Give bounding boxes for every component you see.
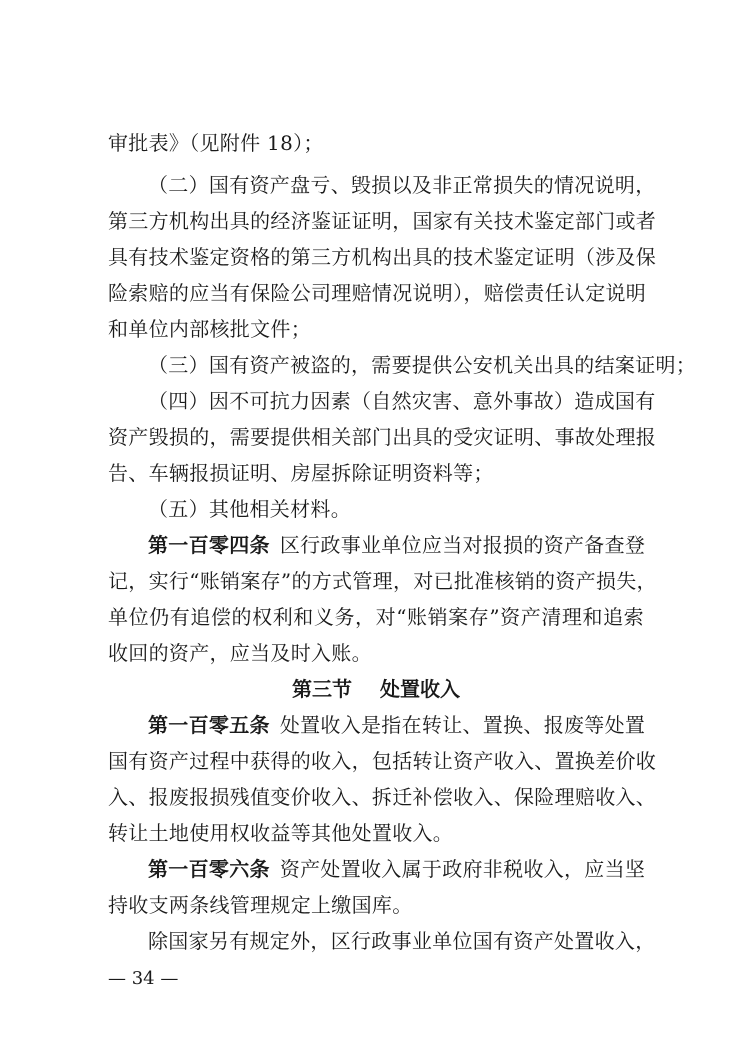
article-text: 处置收入是指在转让、置换、报废等处置 — [279, 713, 646, 737]
paragraph-line: 记，实行“账销案存”的方式管理，对已批准核销的资产损失， — [108, 569, 657, 593]
paragraph-line: 和单位内部核批文件； — [108, 317, 311, 341]
paragraph-line: （二）国有资产盘亏、毁损以及非正常损失的情况说明， — [148, 173, 656, 197]
page-number: — 34 — — [108, 968, 179, 989]
article-number: 第一百零五条 — [148, 713, 270, 737]
paragraph-line: 第三方机构出具的经济鉴证证明，国家有关技术鉴定部门或者 — [108, 209, 657, 233]
paragraph-line: 具有技术鉴定资格的第三方机构出具的技术鉴定证明（涉及保 — [108, 245, 657, 269]
paragraph-line: 审批表》（见附件 18）； — [108, 131, 324, 155]
paragraph-line: 单位仍有追偿的权利和义务，对“账销案存”资产清理和追索 — [108, 605, 644, 629]
section-number: 第三节 — [292, 677, 352, 701]
article-line — [148, 713, 644, 737]
section-heading — [108, 677, 644, 701]
paragraph-line: 收回的资产，应当及时入账。 — [108, 641, 372, 665]
paragraph-line: （三）国有资产被盗的，需要提供公安机关出具的结案证明； — [148, 353, 697, 377]
article-text: 资产处置收入属于政府非税收入，应当坚 — [279, 857, 646, 881]
paragraph-line: 险索赔的应当有保险公司理赔情况说明），赔偿责任认定说明 — [108, 281, 647, 305]
paragraph-line: （四）因不可抗力因素（自然灾害、意外事故）造成国有 — [148, 389, 656, 413]
paragraph-line: 除国家另有规定外，区行政事业单位国有资产处置收入， — [148, 929, 656, 953]
paragraph-line: 转让土地使用权收益等其他处置收入。 — [108, 821, 454, 845]
paragraph-line: 资产毁损的，需要提供相关部门出具的受灾证明、事故处理报 — [108, 425, 657, 449]
paragraph-line: 持收支两条线管理规定上缴国库。 — [108, 893, 413, 917]
paragraph-line: 告、车辆报损证明、房屋拆除证明资料等； — [108, 461, 494, 485]
paragraph-line: （五）其他相关材料。 — [148, 497, 351, 521]
article-line — [148, 857, 644, 881]
section-title: 处置收入 — [380, 677, 460, 701]
article-text: 区行政事业单位应当对报损的资产备查登 — [279, 533, 646, 557]
article-number: 第一百零四条 — [148, 533, 270, 557]
article-line — [148, 533, 644, 557]
paragraph-line: 入、报废报损残值变价收入、拆迁补偿收入、保险理赔收入、 — [108, 785, 657, 809]
paragraph-line: 国有资产过程中获得的收入，包括转让资产收入、置换差价收 — [108, 749, 657, 773]
article-number: 第一百零六条 — [148, 857, 270, 881]
